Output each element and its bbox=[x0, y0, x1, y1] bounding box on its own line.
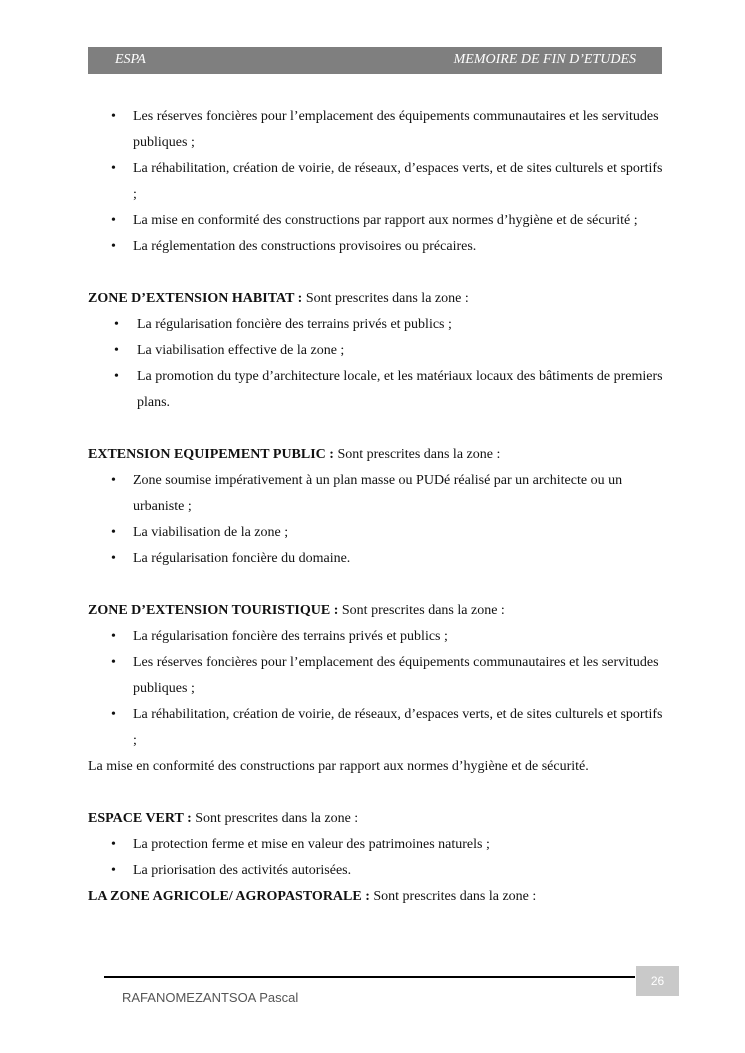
bullet-icon: • bbox=[111, 655, 116, 670]
bullet-icon: • bbox=[114, 317, 119, 332]
list-item: • La mise en conformité des constructions par rapport aux normes d’hygiène et de sécurité ; bbox=[88, 208, 668, 234]
bullet-icon: • bbox=[111, 213, 116, 228]
list-item: • Zone soumise impérativement à un plan masse ou PUDé réalisé par un architecte ou un urbaniste ; bbox=[88, 468, 668, 520]
list-item: • La régularisation foncière des terrains privés et publics ; bbox=[88, 312, 668, 338]
bullet-icon: • bbox=[111, 239, 116, 254]
page-number: 26 bbox=[636, 966, 679, 996]
list-item: • La promotion du type d’architecture locale, et les matériaux locaux des bâtiments de premiers plans. bbox=[88, 364, 668, 416]
list-item: • Les réserves foncières pour l’emplacement des équipements communautaires et les servitudes publiques ; bbox=[88, 650, 668, 702]
intro-list bbox=[88, 104, 668, 260]
list-item: • La réhabilitation, création de voirie, de réseaux, d’espaces verts, et de sites culturels et sportifs ; bbox=[88, 156, 668, 208]
list-item: • La régularisation foncière des terrains privés et publics ; bbox=[88, 624, 668, 650]
equipement-list bbox=[88, 468, 668, 572]
touristique-list bbox=[88, 624, 668, 754]
footer-divider bbox=[104, 976, 635, 978]
touristique-heading: ZONE D’EXTENSION TOURISTIQUE : Sont prescrites dans la zone : bbox=[88, 603, 505, 618]
bullet-icon: • bbox=[111, 161, 116, 176]
bullet-icon: • bbox=[114, 369, 119, 384]
list-item: • La protection ferme et mise en valeur des patrimoines naturels ; bbox=[88, 832, 668, 858]
document-body bbox=[88, 104, 668, 910]
espace-vert-heading: ESPACE VERT : Sont prescrites dans la zone : bbox=[88, 811, 359, 826]
list-item: • La réglementation des constructions provisoires ou précaires. bbox=[88, 234, 668, 260]
page-header bbox=[88, 47, 662, 74]
habitat-list bbox=[88, 312, 668, 416]
touristique-trailing: La mise en conformité des constructions par rapport aux normes d’hygiène et de sécurité. bbox=[88, 759, 589, 774]
list-item: • La viabilisation effective de la zone ; bbox=[88, 338, 668, 364]
agricole-heading: LA ZONE AGRICOLE/ AGROPASTORALE : Sont prescrites dans la zone : bbox=[88, 889, 537, 904]
habitat-heading: ZONE D’EXTENSION HABITAT : Sont prescrites dans la zone : bbox=[88, 291, 469, 306]
bullet-icon: • bbox=[111, 707, 116, 722]
list-item: • La réhabilitation, création de voirie, de réseaux, d’espaces verts, et de sites culturels et sportifs ; bbox=[88, 702, 668, 754]
bullet-icon: • bbox=[114, 343, 119, 358]
list-item: • La priorisation des activités autorisées. bbox=[88, 858, 668, 884]
header-right-text: MEMOIRE DE FIN D’ETUDES bbox=[453, 52, 636, 67]
bullet-icon: • bbox=[111, 629, 116, 644]
bullet-icon: • bbox=[111, 525, 116, 540]
list-item: • La régularisation foncière du domaine. bbox=[88, 546, 668, 572]
bullet-icon: • bbox=[111, 109, 116, 124]
bullet-icon: • bbox=[111, 863, 116, 878]
list-item: • Les réserves foncières pour l’emplacement des équipements communautaires et les servitudes publiques ; bbox=[88, 104, 668, 156]
footer-author: RAFANOMEZANTSOA Pascal bbox=[122, 990, 299, 1005]
bullet-icon: • bbox=[111, 551, 116, 566]
bullet-icon: • bbox=[111, 473, 116, 488]
header-left-text: ESPA bbox=[115, 52, 146, 67]
list-item: • La viabilisation de la zone ; bbox=[88, 520, 668, 546]
equipement-heading: EXTENSION EQUIPEMENT PUBLIC : Sont prescrites dans la zone : bbox=[88, 447, 501, 462]
espace-vert-list bbox=[88, 832, 668, 884]
bullet-icon: • bbox=[111, 837, 116, 852]
